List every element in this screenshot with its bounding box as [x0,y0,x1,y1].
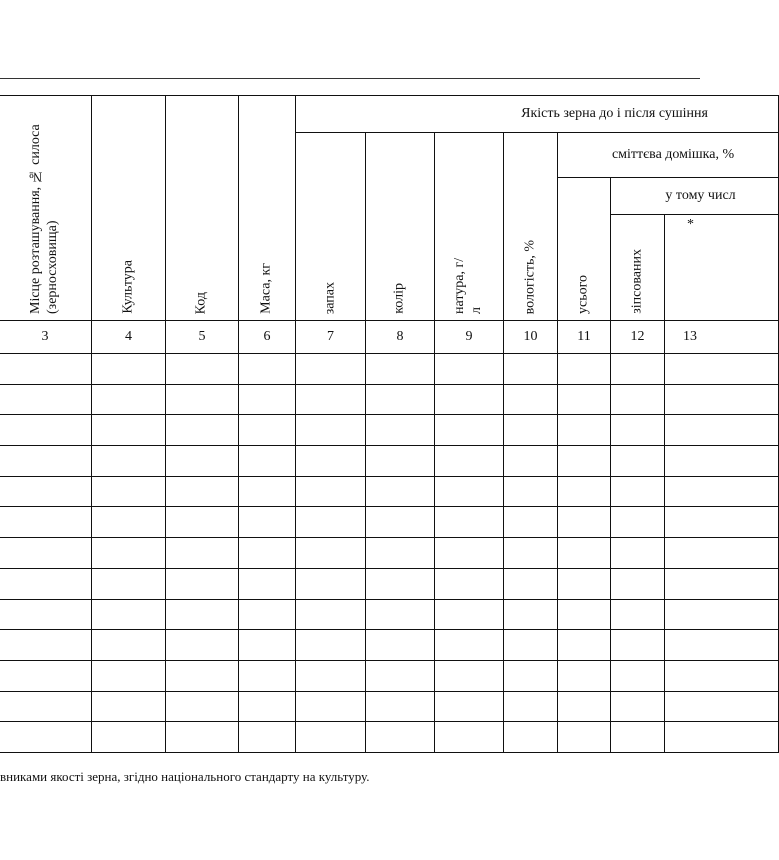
table-cell[interactable] [366,415,435,446]
table-cell[interactable] [665,722,779,753]
table-cell[interactable] [166,415,239,446]
col-header-mass [239,96,296,321]
table-cell[interactable] [239,507,296,538]
table-cell[interactable] [366,446,435,477]
table-cell[interactable] [239,415,296,446]
table-cell[interactable] [504,415,558,446]
table-cell[interactable] [558,354,611,385]
table-cell[interactable] [665,599,779,630]
table-cell[interactable] [296,415,366,446]
table-row [0,691,779,722]
table-cell[interactable] [296,476,366,507]
table-cell[interactable] [366,538,435,569]
table-cell[interactable] [665,507,779,538]
table-cell[interactable] [166,599,239,630]
col-label: зіпсованих [629,249,645,314]
table-cell[interactable] [435,568,504,599]
table-cell[interactable] [239,446,296,477]
table-cell[interactable] [92,415,166,446]
col-label: натура, г/л [452,257,484,314]
table-cell[interactable] [665,446,779,477]
table-cell[interactable] [166,660,239,691]
table-cell[interactable] [665,691,779,722]
table-cell[interactable] [366,660,435,691]
col-number: 5 [166,321,239,354]
table-row [0,630,779,661]
col-header-location [0,96,92,321]
table-cell[interactable] [166,384,239,415]
table-cell[interactable] [435,354,504,385]
table-cell[interactable] [239,476,296,507]
table-row [0,568,779,599]
table-cell[interactable] [0,722,92,753]
table-cell[interactable] [239,354,296,385]
table-cell[interactable] [0,568,92,599]
table-cell[interactable] [92,599,166,630]
footnote: вниками якості зерна, згідно національного стандарту на культуру. [0,769,370,784]
table-cell[interactable] [366,630,435,661]
table-cell[interactable] [435,599,504,630]
table-cell[interactable] [435,415,504,446]
table-cell[interactable] [239,722,296,753]
table-cell[interactable] [92,538,166,569]
table-cell[interactable] [435,630,504,661]
col-label: Культура [120,260,136,314]
table-cell[interactable] [239,691,296,722]
table-cell[interactable] [558,507,611,538]
table-cell[interactable] [504,722,558,753]
table-cell[interactable] [558,599,611,630]
table-cell[interactable] [435,507,504,538]
table-cell[interactable] [366,599,435,630]
table-cell[interactable] [366,507,435,538]
table-cell[interactable] [611,538,665,569]
table-cell[interactable] [366,691,435,722]
table-cell[interactable] [296,384,366,415]
table-cell[interactable] [366,384,435,415]
col-label: усього [575,275,591,314]
table-cell[interactable] [611,568,665,599]
table-cell[interactable] [558,691,611,722]
table-cell[interactable] [0,354,92,385]
table-cell[interactable] [611,660,665,691]
table-cell[interactable] [611,446,665,477]
col-label: запах [322,281,338,314]
col-number: 3 [0,321,92,354]
table-cell[interactable] [296,630,366,661]
table-cell[interactable] [366,354,435,385]
table-cell[interactable] [504,691,558,722]
table-cell[interactable] [611,722,665,753]
table-cell[interactable] [239,538,296,569]
table-row [0,599,779,630]
table-cell[interactable] [611,599,665,630]
table-cell[interactable] [665,384,779,415]
table-cell[interactable] [296,507,366,538]
table-cell[interactable] [92,722,166,753]
table-cell[interactable] [504,599,558,630]
table-cell[interactable] [166,630,239,661]
col-label: вологість, % [522,239,538,314]
col-header-culture [92,96,166,321]
table-row [0,384,779,415]
table-cell[interactable] [558,538,611,569]
table-cell[interactable] [0,630,92,661]
table-cell[interactable] [92,476,166,507]
col-header-code [166,96,239,321]
table-cell[interactable] [366,476,435,507]
table-cell[interactable] [366,568,435,599]
table-row [0,415,779,446]
table-cell[interactable] [435,476,504,507]
table-cell[interactable] [558,660,611,691]
col-number: 10 [504,321,558,354]
table-cell[interactable] [92,630,166,661]
col-number: 6 [239,321,296,354]
table-cell[interactable] [665,660,779,691]
table-cell[interactable] [239,384,296,415]
table-cell[interactable] [239,630,296,661]
table-cell[interactable] [239,660,296,691]
col-number: 12 [611,321,665,354]
table-cell[interactable] [435,691,504,722]
table-cell[interactable] [558,476,611,507]
table-cell[interactable] [435,538,504,569]
table-cell[interactable] [296,691,366,722]
table-cell[interactable] [0,691,92,722]
table-cell[interactable] [239,568,296,599]
table-cell[interactable] [0,507,92,538]
table-cell[interactable] [558,446,611,477]
table-cell[interactable] [92,354,166,385]
col-header-moisture [504,133,558,321]
table-cell[interactable] [558,384,611,415]
table-cell[interactable] [558,415,611,446]
col-header-spoiled [611,215,665,321]
table-cell[interactable] [435,660,504,691]
table-cell[interactable] [665,538,779,569]
table-cell[interactable] [166,568,239,599]
table-cell[interactable] [92,384,166,415]
col-number: 7 [296,321,366,354]
col-header-star: * [665,215,779,321]
table-cell[interactable] [611,507,665,538]
table-cell[interactable] [665,476,779,507]
header-weed-impurity: сміттєва домішка, % [558,133,779,178]
table-row [0,354,779,385]
table-cell[interactable] [435,446,504,477]
table-cell[interactable] [0,446,92,477]
table-cell[interactable] [166,446,239,477]
col-number: 9 [435,321,504,354]
table-row [0,476,779,507]
column-numbers-row [0,321,779,354]
table-cell[interactable] [92,691,166,722]
col-label: колір [391,283,407,314]
col-number: 11 [558,321,611,354]
col-header-nature [435,133,504,321]
table-cell[interactable] [0,599,92,630]
table-cell[interactable] [504,354,558,385]
table-cell[interactable] [92,446,166,477]
table-cell[interactable] [296,722,366,753]
table-cell[interactable] [296,660,366,691]
table-cell[interactable] [558,630,611,661]
table-cell[interactable] [366,722,435,753]
table-cell[interactable] [435,384,504,415]
table-cell[interactable] [611,630,665,661]
col-label: Маса, кг [258,263,274,314]
table-row [0,446,779,477]
col-number: 13 [665,321,779,354]
table-cell[interactable] [166,507,239,538]
table-cell[interactable] [296,354,366,385]
table-row [0,722,779,753]
table-cell[interactable] [611,415,665,446]
table-cell[interactable] [665,630,779,661]
grain-quality-table [0,95,779,753]
col-number: 4 [92,321,166,354]
col-header-total [558,178,611,321]
table-cell[interactable] [558,722,611,753]
table-cell[interactable] [166,476,239,507]
table-cell[interactable] [0,415,92,446]
table-cell[interactable] [611,476,665,507]
col-label: Код [193,291,209,314]
table-row [0,660,779,691]
table-cell[interactable] [92,568,166,599]
table-cell[interactable] [0,538,92,569]
table-cell[interactable] [504,660,558,691]
header-grain-quality: Якість зерна до і після сушіння [296,96,779,133]
header-including: у тому числ [611,178,779,215]
table-cell[interactable] [504,630,558,661]
empty-rows [0,354,779,753]
table-cell[interactable] [166,538,239,569]
table-cell[interactable] [665,415,779,446]
top-rule [0,78,700,79]
table-row [0,538,779,569]
table-cell[interactable] [665,354,779,385]
table-cell[interactable] [296,446,366,477]
table-cell[interactable] [92,660,166,691]
table-cell[interactable] [0,476,92,507]
col-header-smell [296,133,366,321]
table-cell[interactable] [504,446,558,477]
table-cell[interactable] [166,354,239,385]
table-cell[interactable] [239,599,296,630]
table-cell[interactable] [0,660,92,691]
table-cell[interactable] [296,599,366,630]
table-cell[interactable] [504,476,558,507]
table-cell[interactable] [435,722,504,753]
table-cell[interactable] [665,568,779,599]
table-cell[interactable] [296,538,366,569]
table-cell[interactable] [611,354,665,385]
table-cell[interactable] [92,507,166,538]
table-cell[interactable] [558,568,611,599]
col-number: 8 [366,321,435,354]
table-cell[interactable] [504,384,558,415]
table-cell[interactable] [504,507,558,538]
table-cell[interactable] [611,691,665,722]
col-header-color [366,133,435,321]
table-cell[interactable] [166,691,239,722]
table-row [0,507,779,538]
table-cell[interactable] [504,568,558,599]
table-cell[interactable] [611,384,665,415]
col-label: Місце розташування, № силоса (зерносховища) [28,124,60,314]
table-cell[interactable] [0,384,92,415]
table-cell[interactable] [166,722,239,753]
table-cell[interactable] [296,568,366,599]
table-cell[interactable] [504,538,558,569]
